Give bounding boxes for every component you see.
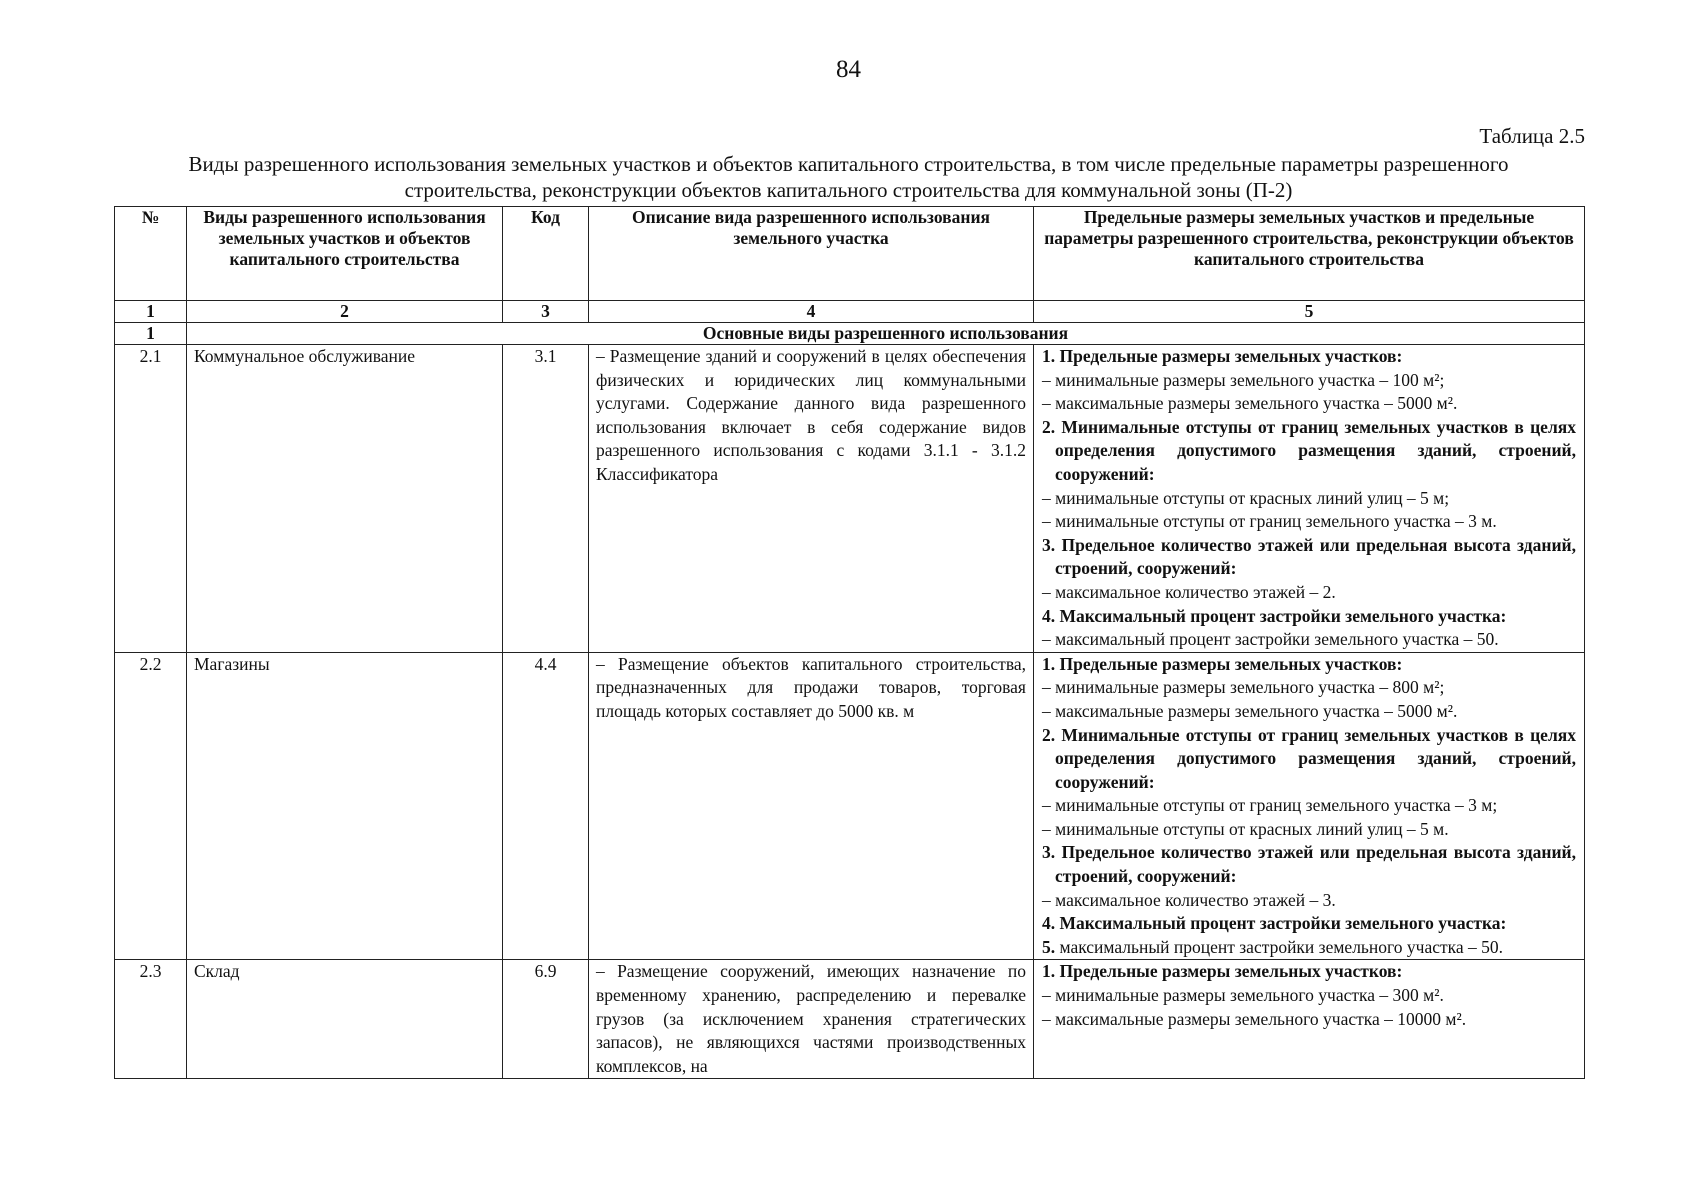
col-number: 1	[115, 301, 187, 323]
row-code: 4.4	[503, 652, 589, 960]
row-params	[1034, 345, 1585, 653]
header-kind: Виды разрешенного использования земельных участков и объектов капитального строительства	[187, 207, 503, 301]
header-num: №	[115, 207, 187, 301]
param-line-number: 5.	[1042, 936, 1056, 957]
row-code: 3.1	[503, 345, 589, 653]
param-line: – минимальные размеры земельного участка – 800 м²;	[1042, 677, 1445, 698]
table-row	[115, 960, 1585, 1079]
header-params: Предельные размеры земельных участков и предельные параметры разрешенного строительства, реконструкции объектов капитального строительства	[1034, 207, 1585, 301]
param-heading: 4. Максимальный процент застройки земельного участка:	[1042, 605, 1507, 626]
table-row	[115, 652, 1585, 960]
header-code: Код	[503, 207, 589, 301]
param-line: – минимальные отступы от красных линий улиц – 5 м;	[1042, 487, 1450, 508]
param-line: – максимальные размеры земельного участка – 5000 м².	[1042, 700, 1458, 721]
page-number: 84	[836, 56, 861, 83]
param-heading: 3. Предельное количество этажей или предельная высота зданий, строений, сооружений:	[1042, 534, 1576, 579]
permitted-use-table	[114, 206, 1585, 1079]
section-title: Основные виды разрешенного использования	[187, 323, 1585, 345]
param-line-text: максимальный процент застройки земельного участка – 50.	[1055, 936, 1504, 957]
row-params	[1034, 652, 1585, 960]
param-line: – минимальные размеры земельного участка – 100 м²;	[1042, 369, 1445, 390]
row-num: 2.1	[115, 345, 187, 653]
param-heading: 2. Минимальные отступы от границ земельных участков в целях определения допустимого размещения зданий, строений, сооружений:	[1042, 416, 1576, 484]
row-kind: Склад	[187, 960, 503, 1079]
row-kind: Магазины	[187, 652, 503, 960]
col-number: 4	[589, 301, 1034, 323]
param-line: – максимальное количество этажей – 3.	[1042, 889, 1336, 910]
param-line: – минимальные отступы от границ земельного участка – 3 м.	[1042, 511, 1497, 532]
table-title: Виды разрешенного использования земельных участков и объектов капитального строительства, в том числе предельные параметры разрешенного строительства, реконструкции объектов капитального строительства для коммунальной зоны (П-2)	[188, 152, 1509, 202]
param-line: – максимальное количество этажей – 2.	[1042, 581, 1336, 602]
header-desc: Описание вида разрешенного использования земельного участка	[589, 207, 1034, 301]
col-number: 2	[187, 301, 503, 323]
row-num: 2.3	[115, 960, 187, 1079]
row-desc: – Размещение объектов капитального строительства, предназначенных для продажи товаров, торговая площадь которых составляет до 5000 кв. м	[589, 652, 1034, 960]
param-line: – максимальные размеры земельного участка – 5000 м².	[1042, 393, 1458, 414]
param-line: – максимальные размеры земельного участка – 10000 м².	[1042, 1008, 1467, 1029]
param-heading: 2. Минимальные отступы от границ земельных участков в целях определения допустимого размещения зданий, строений, сооружений:	[1042, 724, 1576, 792]
row-code: 6.9	[503, 960, 589, 1079]
param-line: – максимальный процент застройки земельного участка – 50.	[1042, 629, 1499, 650]
param-heading: 1. Предельные размеры земельных участков:	[1042, 346, 1403, 366]
table-label: Таблица 2.5	[1479, 124, 1585, 148]
table-header-row	[115, 207, 1585, 301]
param-heading: 3. Предельное количество этажей или предельная высота зданий, строений, сооружений:	[1042, 842, 1576, 887]
row-desc: – Размещение зданий и сооружений в целях обеспечения физических и юридических лиц коммунальными услугами. Содержание данного вида разрешенного использования включает в себя содержание видов разрешенного использования с кодами 3.1.1 - 3.1.2 Классификатора	[589, 345, 1034, 653]
param-line	[1042, 936, 1576, 960]
param-line: – минимальные отступы от границ земельного участка – 3 м;	[1042, 795, 1498, 816]
section-num: 1	[115, 323, 187, 345]
row-num: 2.2	[115, 652, 187, 960]
row-kind: Коммунальное обслуживание	[187, 345, 503, 653]
table-row	[115, 345, 1585, 653]
param-heading: 4. Максимальный процент застройки земельного участка:	[1042, 913, 1507, 934]
section-row	[115, 323, 1585, 345]
param-heading: 1. Предельные размеры земельных участков:	[1042, 961, 1403, 982]
param-heading: 1. Предельные размеры земельных участков:	[1042, 653, 1403, 674]
param-line: – минимальные размеры земельного участка – 300 м².	[1042, 985, 1444, 1006]
col-number: 5	[1034, 301, 1585, 323]
col-number: 3	[503, 301, 589, 323]
row-desc: – Размещение сооружений, имеющих назначение по временному хранению, распределению и перевалке грузов (за исключением хранения стратегических запасов), не являющихся частями производственных комплексов, на	[589, 960, 1034, 1079]
row-params	[1034, 960, 1585, 1079]
column-number-row	[115, 301, 1585, 323]
param-line: – минимальные отступы от красных линий улиц – 5 м.	[1042, 818, 1449, 839]
